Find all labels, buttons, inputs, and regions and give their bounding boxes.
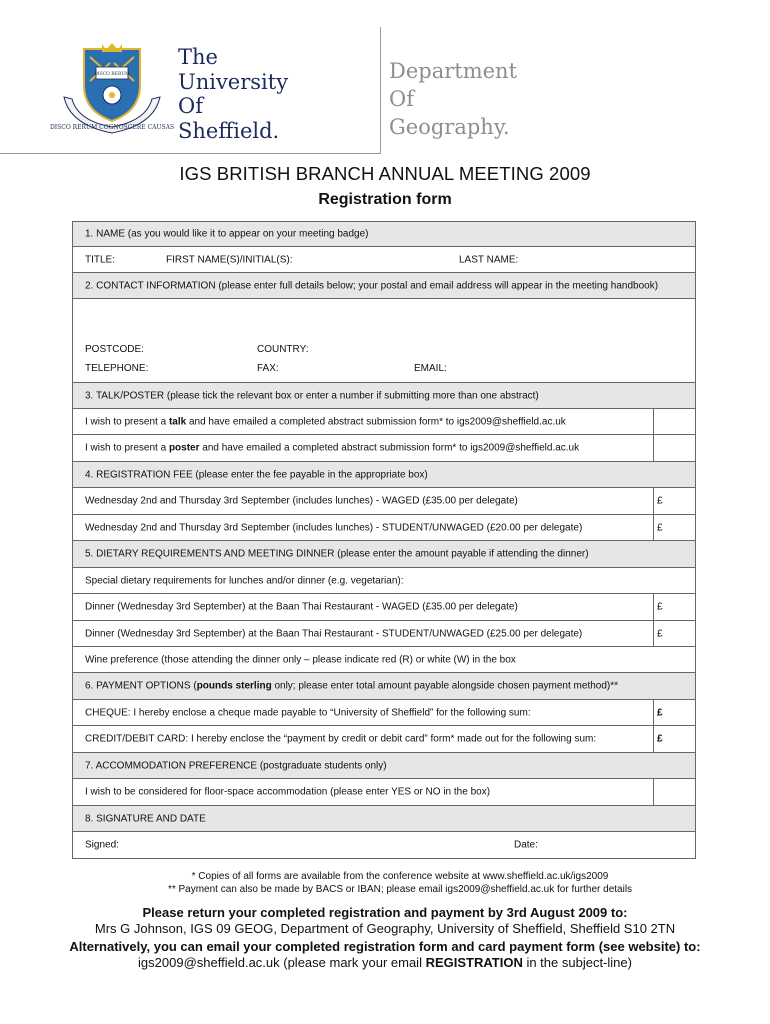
section-heading-text: 6. PAYMENT OPTIONS (pounds sterling only; please enter total amount payable alongside chosen payment method)** bbox=[85, 680, 619, 692]
section-heading-name bbox=[73, 222, 695, 247]
dinner-waged-amount-box[interactable] bbox=[653, 594, 695, 620]
section-heading-talk-poster bbox=[73, 383, 695, 409]
section-heading-contact bbox=[73, 273, 695, 299]
special-dietary-row[interactable] bbox=[73, 568, 695, 594]
poster-text: I wish to present a poster and have emailed a completed abstract submission form* to igs2009@sheffield.ac.uk bbox=[85, 442, 580, 454]
talk-row bbox=[73, 409, 695, 435]
section-heading-text: 2. CONTACT INFORMATION (please enter full details below; your postal and email address will appear in the meeting handbook) bbox=[85, 280, 659, 291]
department-name-line: Department bbox=[389, 59, 518, 83]
return-address-text: Mrs G Johnson, IGS 09 GEOG, Department of Geography, University of Sheffield, Sheffield S10 2TN bbox=[94, 921, 676, 936]
dinner-student-text: Dinner (Wednesday 3rd September) at the Baan Thai Restaurant - STUDENT/UNWAGED (£25.00 per delegate) bbox=[85, 628, 583, 639]
card-row bbox=[73, 726, 695, 753]
section-heading-text: 5. DIETARY REQUIREMENTS AND MEETING DINNER (please enter the amount payable if attending the dinner) bbox=[85, 548, 589, 560]
section-heading-fee bbox=[73, 462, 695, 488]
department-name-line: Of bbox=[389, 87, 414, 111]
fee-waged-row bbox=[73, 488, 695, 515]
registration-form-table bbox=[72, 221, 696, 859]
fee-waged-text: Wednesday 2nd and Thursday 3rd September (includes lunches) - WAGED (£35.00 per delegate) bbox=[85, 495, 518, 507]
fee-student-amount-box[interactable] bbox=[653, 515, 695, 540]
fee-student-text: Wednesday 2nd and Thursday 3rd September (includes lunches) - STUDENT/UNWAGED (£20.00 per delegate) bbox=[85, 522, 583, 533]
pound-sign: £ bbox=[657, 522, 663, 533]
talk-checkbox[interactable] bbox=[653, 409, 695, 434]
wine-preference-text: Wine preference (those attending the dinner only – please indicate red (R) or white (W) in the box bbox=[85, 654, 516, 665]
section-heading-text: 4. REGISTRATION FEE (please enter the fee payable in the appropriate box) bbox=[85, 469, 428, 480]
dinner-waged-row bbox=[73, 594, 695, 621]
footnotes bbox=[0, 870, 770, 896]
signature-row[interactable] bbox=[73, 832, 695, 858]
pound-sign: £ bbox=[657, 495, 663, 507]
return-instructions bbox=[0, 905, 770, 971]
pound-sign: £ bbox=[657, 733, 663, 745]
title-label: TITLE: bbox=[85, 254, 116, 265]
pound-sign: £ bbox=[657, 707, 663, 718]
pound-sign: £ bbox=[657, 601, 663, 613]
department-name-line: Geography. bbox=[389, 115, 510, 139]
section-heading-payment bbox=[73, 673, 695, 700]
dinner-waged-text: Dinner (Wednesday 3rd September) at the Baan Thai Restaurant - WAGED (£35.00 per delegate) bbox=[85, 601, 518, 613]
signed-label: Signed: bbox=[85, 839, 119, 851]
postcode-label: POSTCODE: bbox=[85, 344, 144, 355]
telephone-label: TELEPHONE: bbox=[85, 363, 149, 374]
university-name-line: Of bbox=[178, 94, 203, 118]
section-heading-accommodation bbox=[73, 753, 695, 779]
section-heading-text: 8. SIGNATURE AND DATE bbox=[85, 813, 206, 824]
first-name-label: FIRST NAME(S)/INITIAL(S): bbox=[166, 254, 293, 265]
floor-space-answer-box[interactable] bbox=[653, 779, 695, 805]
talk-text: I wish to present a talk and have emailed a completed abstract submission form* to igs2009@sheffield.ac.uk bbox=[85, 416, 566, 427]
university-name bbox=[178, 45, 288, 143]
section-heading-text: 3. TALK/POSTER (please tick the relevant box or enter a number if submitting more than one abstract) bbox=[85, 390, 539, 401]
crest-book-text: DISCO RERUM bbox=[94, 72, 130, 77]
dinner-student-amount-box[interactable] bbox=[653, 621, 695, 646]
last-name-label: LAST NAME: bbox=[459, 254, 519, 265]
floor-space-text: I wish to be considered for floor-space accommodation (please enter YES or NO in the box) bbox=[85, 786, 491, 798]
fee-waged-amount-box[interactable] bbox=[653, 488, 695, 514]
cheque-row bbox=[73, 700, 695, 726]
page-subtitle: Registration form bbox=[318, 191, 452, 208]
section-heading-signature bbox=[73, 806, 695, 832]
name-fields-row[interactable] bbox=[73, 247, 695, 273]
wine-row bbox=[73, 647, 695, 673]
poster-checkbox[interactable] bbox=[653, 435, 695, 461]
page-title: IGS BRITISH BRANCH ANNUAL MEETING 2009 bbox=[179, 163, 591, 184]
cheque-text: CHEQUE: I hereby enclose a cheque made payable to “University of Sheffield” for the following sum: bbox=[85, 707, 531, 718]
country-label: COUNTRY: bbox=[257, 344, 309, 355]
dinner-student-row bbox=[73, 621, 695, 647]
email-label: EMAIL: bbox=[414, 363, 447, 374]
department-name bbox=[389, 57, 517, 141]
return-deadline-text: Please return your completed registration and payment by 3rd August 2009 to: bbox=[142, 905, 628, 920]
section-heading-dietary bbox=[73, 541, 695, 568]
special-dietary-label: Special dietary requirements for lunches and/or dinner (e.g. vegetarian): bbox=[85, 575, 404, 586]
fax-label: FAX: bbox=[257, 363, 279, 374]
floor-space-row bbox=[73, 779, 695, 806]
university-name-line: Sheffield. bbox=[178, 118, 280, 143]
date-label: Date: bbox=[514, 839, 538, 851]
fee-student-row bbox=[73, 515, 695, 541]
university-crest-logo bbox=[49, 41, 175, 137]
poster-row bbox=[73, 435, 695, 462]
email-instruction-text: igs2009@sheffield.ac.uk (please mark your email REGISTRATION in the subject-line) bbox=[138, 955, 632, 970]
cheque-amount-box[interactable] bbox=[653, 700, 695, 725]
section-heading-text: 1. NAME (as you would like it to appear on your meeting badge) bbox=[85, 228, 369, 240]
university-name-line: The bbox=[178, 45, 218, 69]
pound-sign: £ bbox=[657, 628, 663, 639]
footnote-line: ** Payment can also be made by BACS or IBAN; please email igs2009@sheffield.ac.uk for further details bbox=[167, 884, 633, 895]
university-name-line: University bbox=[178, 69, 289, 94]
card-amount-box[interactable] bbox=[653, 726, 695, 752]
section-heading-text: 7. ACCOMMODATION PREFERENCE (postgraduate students only) bbox=[85, 760, 387, 771]
crest-motto: DISCO RERUM COGNOSCERE CAUSAS bbox=[49, 124, 175, 131]
card-text: CREDIT/DEBIT CARD: I hereby enclose the “payment by credit or debit card” form* made out for the following sum: bbox=[85, 733, 597, 745]
footnote-line: * Copies of all forms are available from the conference website at www.sheffield.ac.uk/igs2009 bbox=[191, 871, 609, 882]
contact-fields-row[interactable] bbox=[73, 299, 695, 383]
email-alternative-text: Alternatively, you can email your completed registration form and card payment form (see website) to: bbox=[69, 939, 701, 954]
